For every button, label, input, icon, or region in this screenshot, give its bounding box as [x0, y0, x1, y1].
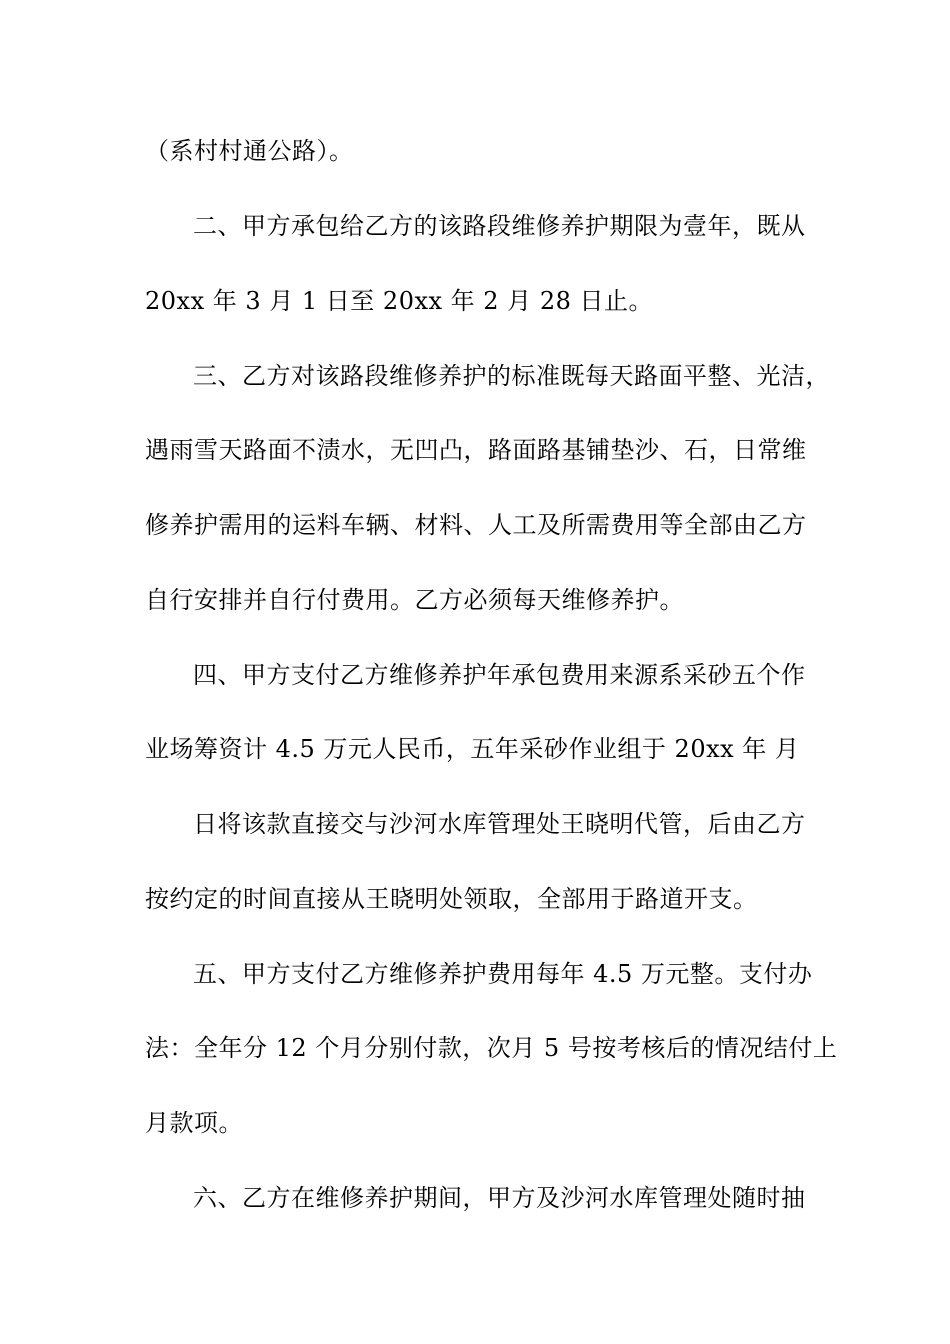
clause-4-line-1: 四、甲方支付乙方维修养护年承包费用来源系采砂五个作: [193, 661, 806, 689]
clause-3-line-4: 自行安排并自行付费用。乙方必须每天维修养护。: [145, 586, 684, 614]
clause-6-line-1: 六、乙方在维修养护期间，甲方及沙河水库管理处随时抽: [193, 1184, 806, 1212]
clause-4-line-3: 日将该款直接交与沙河水库管理处王晓明代管，后由乙方: [193, 810, 806, 838]
clause-2-line-1: 二、甲方承包给乙方的该路段维修养护期限为壹年，既从: [193, 212, 806, 240]
clause-5-line-3: 月款项。: [145, 1109, 243, 1137]
clause-3-line-2: 遇雨雪天路面不渍水，无凹凸，路面路基铺垫沙、石，日常维: [145, 436, 807, 464]
clause-4-line-2: 业场筹资计 4.5 万元人民币，五年采砂作业组于 20xx 年 月: [145, 735, 800, 763]
clause-5-line-1: 五、甲方支付乙方维修养护费用每年 4.5 万元整。支付办: [193, 960, 813, 988]
clause-3-line-3: 修养护需用的运料车辆、材料、人工及所需费用等全部由乙方: [145, 511, 807, 539]
clause-3-line-1: 三、乙方对该路段维修养护的标准既每天路面平整、光洁，: [193, 362, 830, 390]
clause-5-line-2: 法：全年分 12 个月分别付款，次月 5 号按考核后的情况结付上: [145, 1034, 838, 1062]
clause-2-line-2: 20xx 年 3 月 1 日至 20xx 年 2 月 28 日止。: [145, 287, 653, 315]
text-line-1: （系村村通公路）。: [145, 137, 354, 165]
clause-4-line-4: 按约定的时间直接从王晓明处领取，全部用于路道开支。: [145, 885, 758, 913]
